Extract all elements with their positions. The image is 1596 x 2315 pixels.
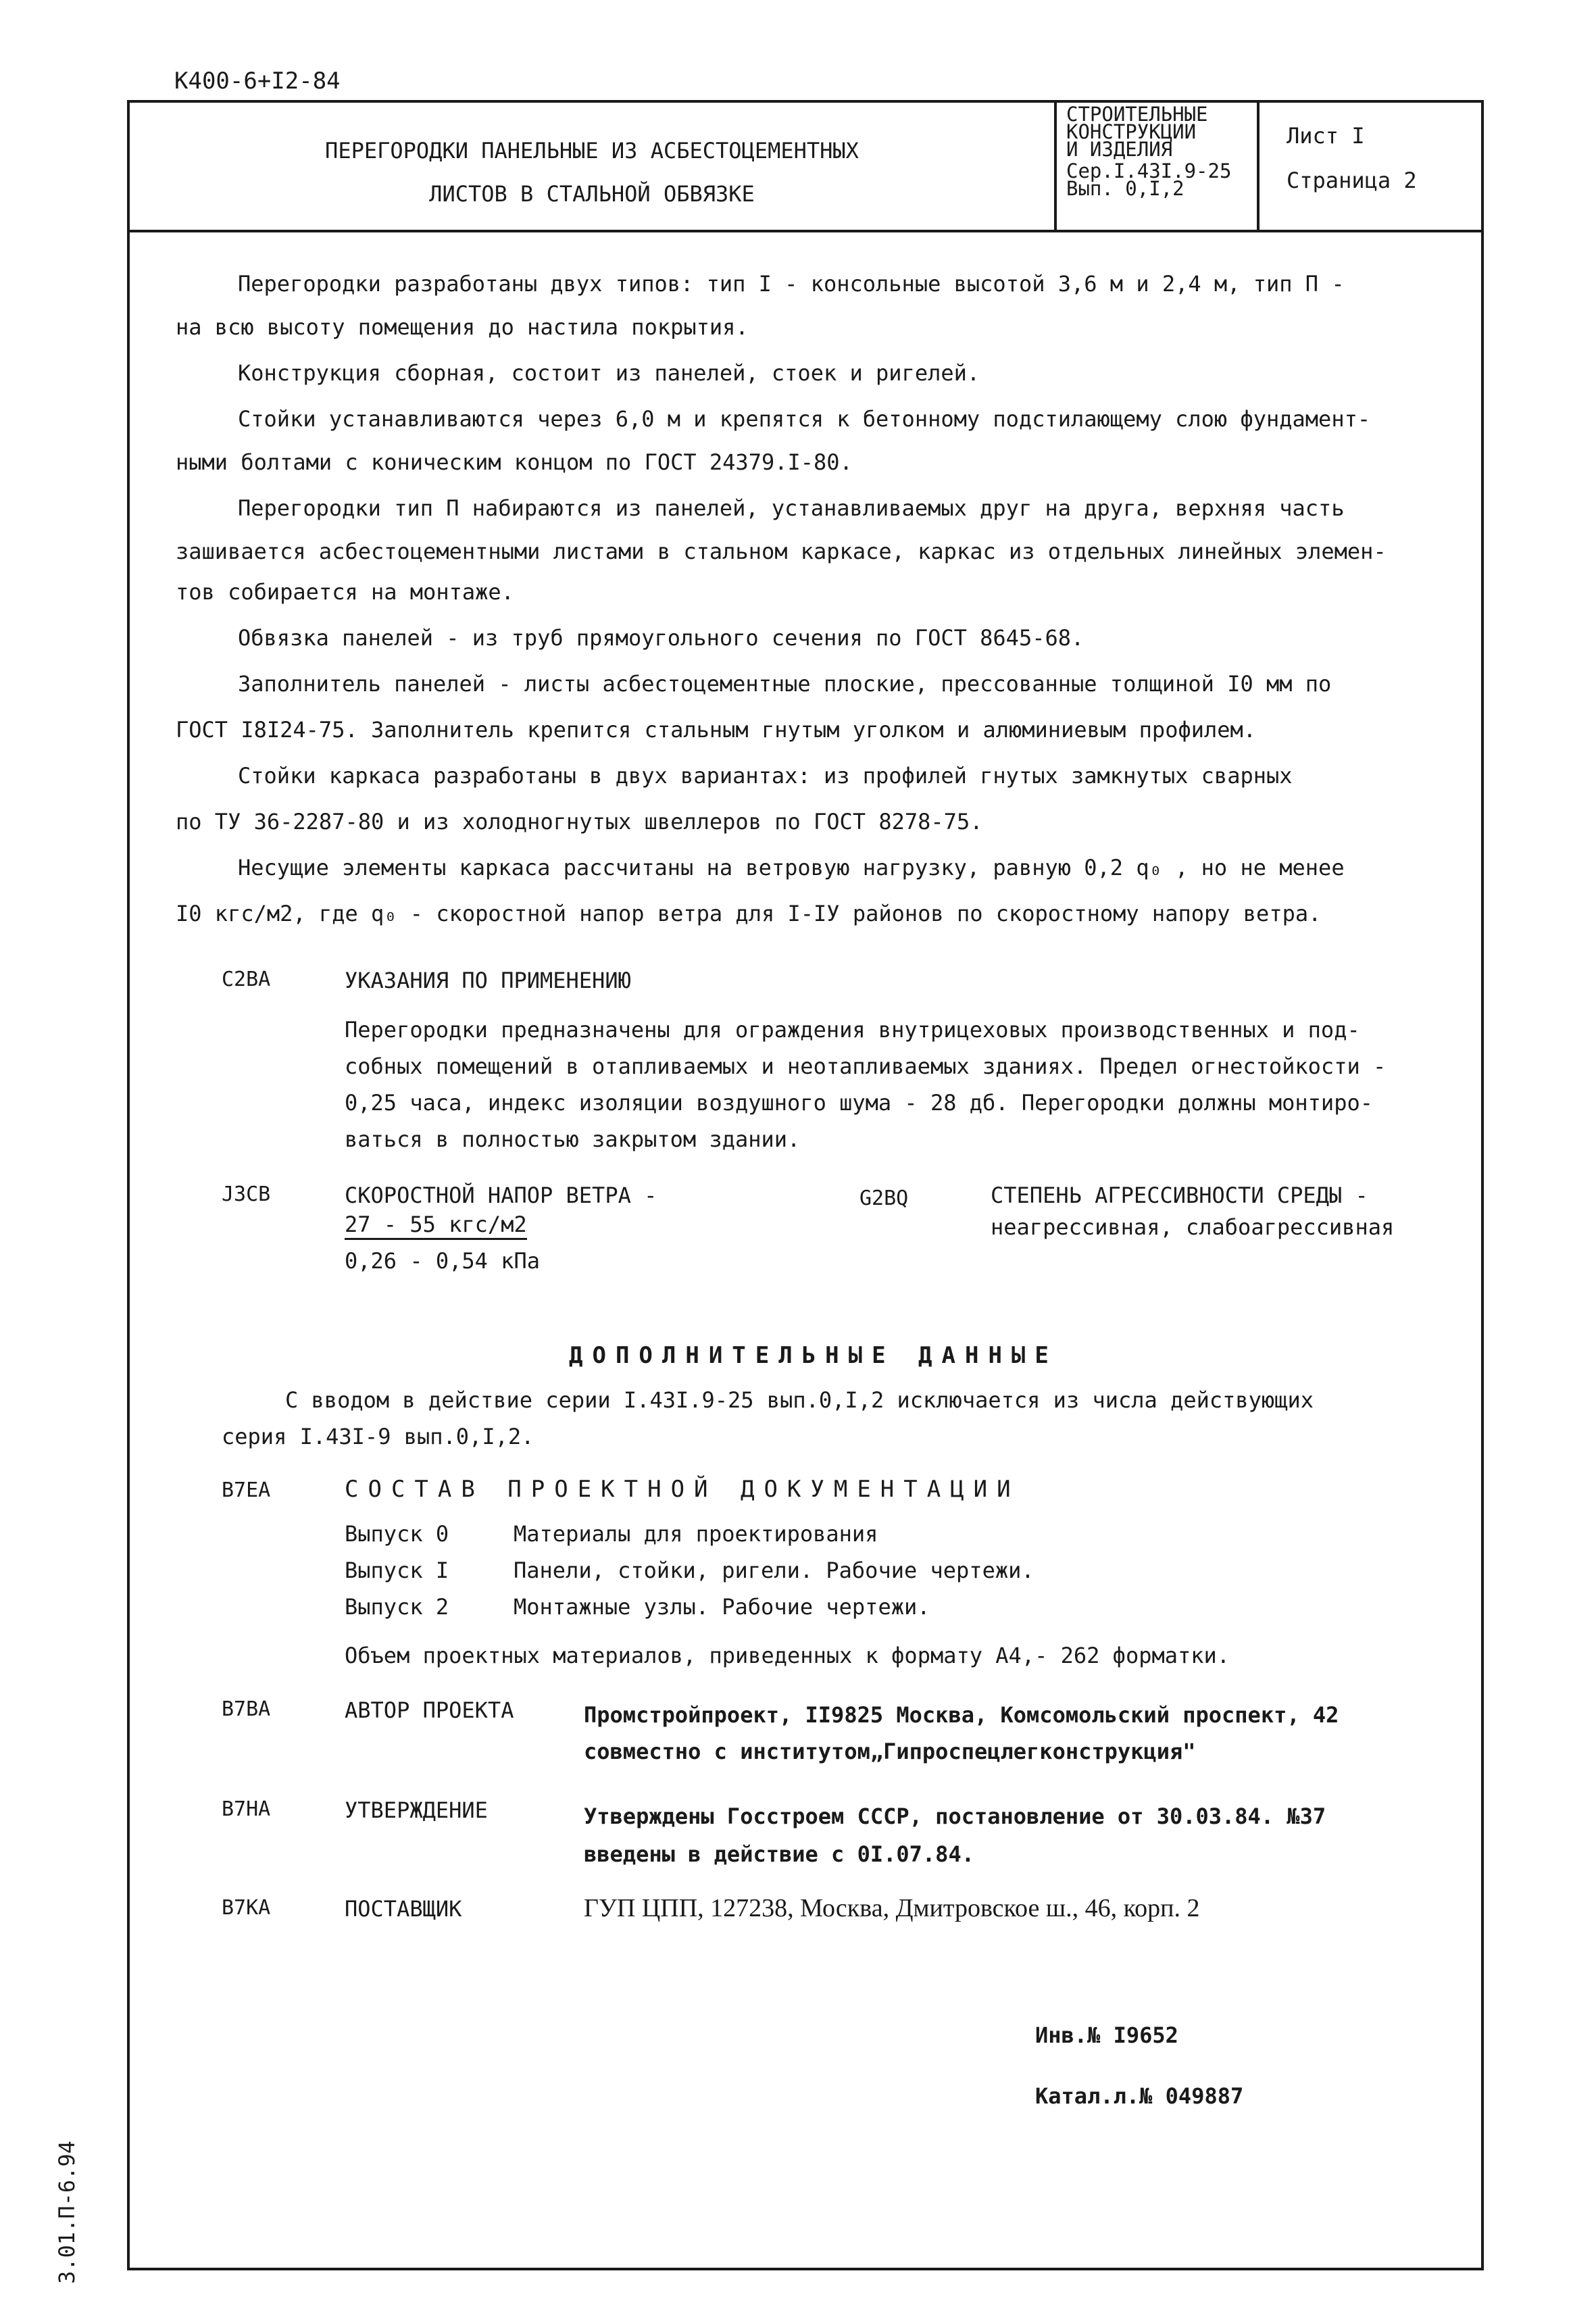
- series-line: Вып. 0,I,2: [1066, 177, 1184, 200]
- usage-line: собных помещений в отапливаемых и неотапливаемых зданиях. Предел огнестойкости -: [345, 1053, 1387, 1079]
- intro-line: Стойки устанавливаются через 6,0 м и крепятся к бетонному подстилающему слою фундамент-: [238, 406, 1371, 432]
- title-cell: [130, 103, 1057, 230]
- wind-code: J3CB: [222, 1183, 271, 1206]
- series-line: СТРОИТЕЛЬНЫЕ: [1066, 103, 1208, 126]
- series-cell: [1057, 103, 1260, 230]
- document-code: К400-6+I2-84: [174, 68, 341, 95]
- series-line: КОНСТРУКЦИИ: [1066, 120, 1197, 143]
- intro-line: Стойки каркаса разработаны в двух вариантах: из профилей гнутых замкнутых сварных: [238, 763, 1293, 789]
- catalog-number: Катал.л.№ 049887: [1035, 2083, 1244, 2109]
- usage-title: УКАЗАНИЯ ПО ПРИМЕНЕНИЮ: [345, 968, 631, 993]
- composition-code: B7EA: [222, 1478, 271, 1502]
- composition-title: СОСТАВ ПРОЕКТНОЙ ДОКУМЕНТАЦИИ: [345, 1476, 1020, 1503]
- inventory-number: Инв.№ I9652: [1035, 2022, 1178, 2048]
- intro-line: I0 кгс/м2, где q₀ - скоростной напор ветра для I-IУ районов по скоростному напору ветра.: [176, 901, 1322, 926]
- issue-text: Материалы для проектирования: [514, 1521, 878, 1547]
- issue-text: Монтажные узлы. Рабочие чертежи.: [514, 1594, 930, 1620]
- approval-code: B7HA: [222, 1797, 271, 1821]
- title-line-2: ЛИСТОВ В СТАЛЬНОЙ ОБВЯЗКЕ: [429, 181, 755, 207]
- issue-label: Выпуск 0: [345, 1521, 449, 1547]
- intro-line: тов собирается на монтаже.: [176, 579, 514, 605]
- sheet-number: Лист I: [1287, 123, 1365, 149]
- intro-line: по ТУ 36-2287-80 и из холодногнутых швеллеров по ГОСТ 8278-75.: [176, 809, 983, 835]
- author-line-2: совместно с институтом„Гипроспецлегконструкция": [584, 1739, 1196, 1764]
- aggr-value: неагрессивная, слабоагрессивная: [991, 1214, 1395, 1240]
- wind-title: СКОРОСТНОЙ НАПОР ВЕТРА -: [345, 1183, 657, 1208]
- series-line: И ИЗДЕЛИЯ: [1066, 138, 1173, 161]
- approval-line-2: введены в действие с 0I.07.84.: [584, 1841, 974, 1867]
- approval-line-1: Утверждены Госстроем СССР, постановление от 30.03.84. №37: [584, 1803, 1326, 1829]
- supplier-code: B7KA: [222, 1896, 271, 1920]
- intro-line: на всю высоту помещения до настила покрытия.: [176, 314, 749, 340]
- composition-volume: Объем проектных материалов, приведенных к формату А4,- 262 форматки.: [345, 1643, 1230, 1668]
- extra-title: ДОПОЛНИТЕЛЬНЫЕ ДАННЫЕ: [569, 1342, 1058, 1369]
- approval-label: УТВЕРЖДЕНИЕ: [345, 1797, 488, 1823]
- title-line-1: ПЕРЕГОРОДКИ ПАНЕЛЬНЫЕ ИЗ АСБЕСТОЦЕМЕНТНЫХ: [325, 138, 859, 164]
- usage-code: C2BA: [222, 968, 271, 991]
- intro-line: Перегородки тип П набираются из панелей, устанавливаемых друг на друга, верхняя часть: [238, 495, 1345, 521]
- usage-line: 0,25 часа, индекс изоляции воздушного шума - 28 дб. Перегородки должны монтиро-: [345, 1090, 1373, 1116]
- side-code: 3.01.П-6.94: [54, 2141, 80, 2284]
- intro-line: зашивается асбестоцементными листами в стальном каркасе, каркас из отдельных линейных элемен-: [176, 539, 1387, 564]
- extra-line-1: С вводом в действие серии I.43I.9-25 вып.0,I,2 исключается из числа действующих: [285, 1387, 1314, 1413]
- aggr-code: G2BQ: [859, 1187, 909, 1210]
- aggr-title: СТЕПЕНЬ АГРЕССИВНОСТИ СРЕДЫ -: [991, 1183, 1368, 1208]
- issue-text: Панели, стойки, ригели. Рабочие чертежи.: [514, 1558, 1034, 1583]
- issue-label: Выпуск I: [345, 1558, 449, 1583]
- series-line: Сер.I.43I.9-25: [1066, 159, 1232, 182]
- title-block: [130, 103, 1481, 232]
- intro-line: ГОСТ I8I24-75. Заполнитель крепится стальным гнутым уголком и алюминиевым профилем.: [176, 717, 1257, 743]
- page-frame: [127, 100, 1484, 2270]
- supplier-text: ГУП ЦПП, 127238, Москва, Дмитровское ш., 46, корп. 2: [584, 1894, 1200, 1922]
- wind-line-1-wrap: [345, 1211, 527, 1240]
- intro-line: Перегородки разработаны двух типов: тип I - консольные высотой 3,6 м и 2,4 м, тип П -: [238, 271, 1345, 297]
- usage-line: ваться в полностью закрытом здании.: [345, 1126, 801, 1152]
- author-code: B7BA: [222, 1697, 271, 1721]
- extra-line-2: серия I.43I-9 вып.0,I,2.: [222, 1424, 534, 1449]
- wind-line-2: 0,26 - 0,54 кПа: [345, 1248, 540, 1274]
- author-label: АВТОР ПРОЕКТА: [345, 1697, 514, 1723]
- sheet-cell: [1260, 103, 1481, 230]
- intro-line: Конструкция сборная, состоит из панелей, стоек и ригелей.: [238, 360, 980, 386]
- intro-line: Обвязка панелей - из труб прямоугольного сечения по ГОСТ 8645-68.: [238, 625, 1084, 651]
- usage-line: Перегородки предназначены для ограждения внутрицеховых производственных и под-: [345, 1017, 1360, 1043]
- intro-line: ными болтами с коническим концом по ГОСТ 24379.I-80.: [176, 449, 853, 475]
- intro-line: Заполнитель панелей - листы асбестоцементные плоские, прессованные толщиной I0 мм по: [238, 671, 1332, 697]
- wind-line-1: 27 - 55 кгс/м2: [345, 1211, 527, 1240]
- supplier-label: ПОСТАВЩИК: [345, 1896, 462, 1922]
- page-number: Страница 2: [1287, 168, 1417, 193]
- intro-line: Несущие элементы каркаса рассчитаны на ветровую нагрузку, равную 0,2 q₀ , но не менее: [238, 855, 1345, 880]
- author-line-1: Промстройпроект, II9825 Москва, Комсомольский проспект, 42: [584, 1702, 1339, 1728]
- issue-label: Выпуск 2: [345, 1594, 449, 1620]
